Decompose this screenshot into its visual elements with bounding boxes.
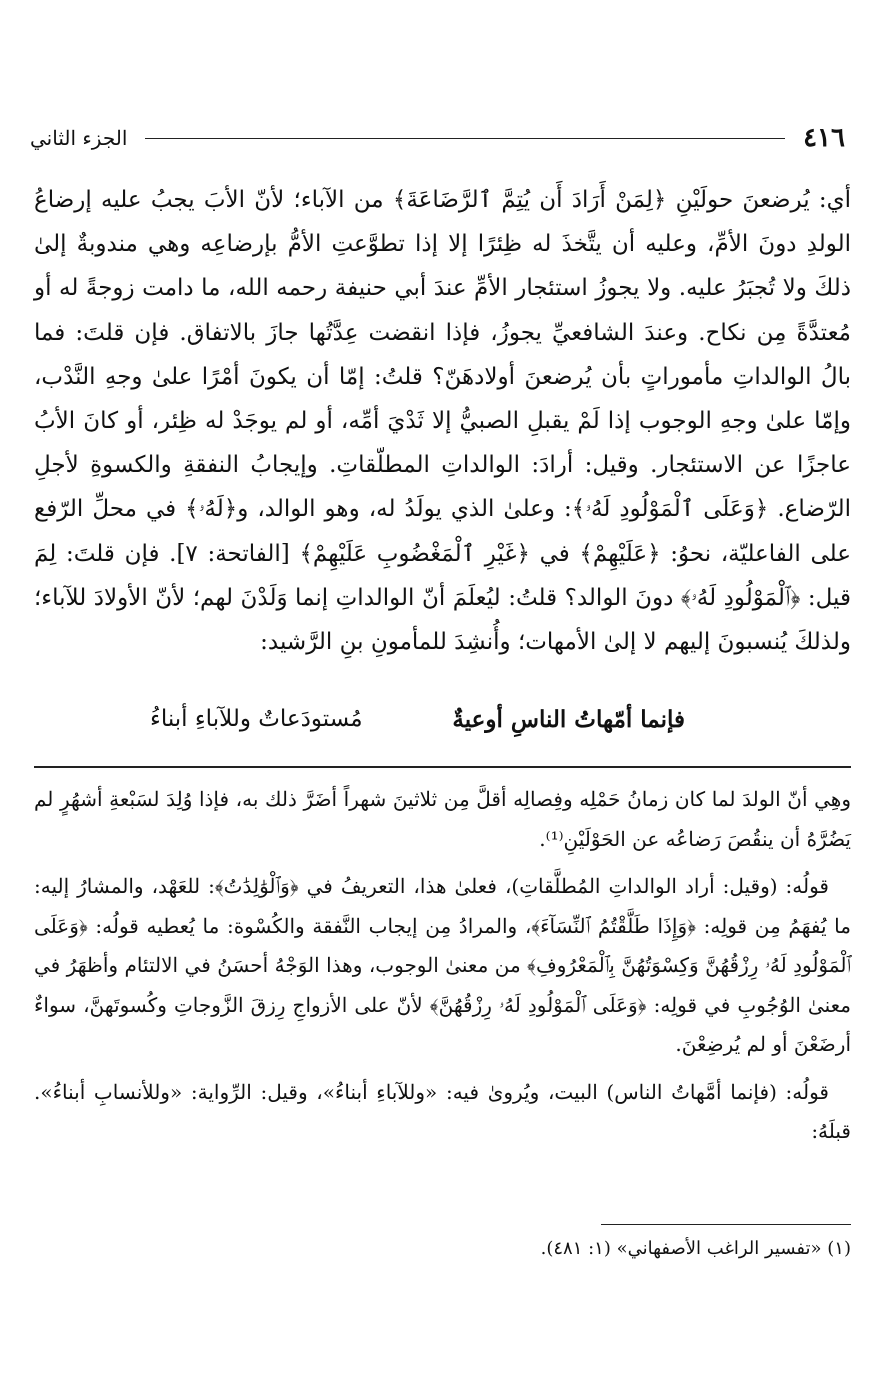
main-paragraph: أي: يُرضعنَ حولَيْنِ ﴿لِمَنْ أَرَادَ أَن يُتِمَّ ٱلرَّضَاعَةَ﴾ من الآباء؛ لأنّ الأبَ يجبُ عليه إرضاعُ الولدِ دونَ الأمِّ، وعليه أن يتَّخذَ له ظِئرًا إلا إذا تطوَّعتِ الأمُّ بإرضاعِه وهي مندوبةٌ إلىٰ ذلكَ ولا تُجبَرُ عليه. ولا يجوزُ استئجار الأمِّ عندَ أبي حنيفة رحمه الله، ما دامت زوجةً له أو مُعتدَّةً مِن نكاح. وعندَ الشافعيِّ يجوزُ، فإذا انقضت عِدَّتُها جازَ بالاتفاق. فإن قلتَ: فما بالُ الوالداتِ مأموراتٍ بأن يُرضعنَ أولادهَنّ؟ قلتُ: إمّا أن يكونَ أمْرًا علىٰ وجهِ النَّدْب، وإمّا علىٰ وجهِ الوجوب إذا لَمْ يقبلِ الصبيُّ إلا ثَدْيَ أمِّه، أو لم يوجَدْ له ظِئر، أو كانَ الأبُ عاجزًا عن الاستئجار. وقيل: أرادَ: الوالداتِ المطلّقاتِ. وإيجابُ النفقةِ والكسوةِ لأجلِ الرّضاع. ﴿وَعَلَى ٱلْمَوْلُودِ لَهُۥ﴾: وعلىٰ الذي يولَدُ له، وهو الوالد، و﴿لَهُۥ﴾ في محلِّ الرّفع على الفاعليّة، نحوُ: ﴿عَلَيْهِمْ﴾ في ﴿غَيْرِ ٱلْمَغْضُوبِ عَلَيْهِمْ﴾ [الفاتحة: ٧]. فإن قلتَ: لِمَ قيل: ﴿ٱلْمَوْلُودِ لَهُۥ﴾ دونَ الوالد؟ قلتُ: ليُعلَمَ أنّ الوالداتِ إنما وَلَدْنَ لهم؛ لأنّ الأولادَ للآباء؛ ولذلكَ يُنسبونَ إليهم لا إلىٰ الأمهات؛ وأُنشِدَ للمأمونِ بنِ الرَّشيد:	[34, 187, 851, 656]
commentary-paragraph-1: وهِي أنّ الولدَ لما كان زمانُ حَمْلِه وفِصالِه أقلَّ مِن ثلاثينَ شهراً أضَرَّ ذلك به، فإذا وُلِدَ لسَبْعةِ أشهُرٍ لم يَضُرَّهُ أن ينقُصَ رَضاعُه عن الحَوْلَيْنِ⁽¹⁾.	[34, 787, 851, 851]
footnote-rule	[601, 1224, 851, 1225]
main-text	[34, 178, 851, 664]
commentary-paragraph-3: قولُه: (فإنما أمَّهاتُ الناس) البيت، ويُروىٰ فيه: «وللآباءِ أبناءُ»، وقيل: الرِّواية: «وللأنسابِ أبناءُ». قبلَهُ:	[34, 1079, 851, 1143]
header-rule	[145, 138, 785, 139]
commentary-paragraph-2: قولُه: (وقيل: أراد الوالداتِ المُطلَّقاتِ)، فعلىٰ هذا، التعريفُ في ﴿وَٱلْوَٰلِدَٰتُ﴾: للعَهْد، والمشارُ إليه: ما يُفهَمُ مِن قولِه: ﴿وَإِذَا طَلَّقْتُمُ ٱلنِّسَآءَ﴾، والمرادُ مِن إيجاب النَّفقة والكُسْوة: ما يُعطيه قولُه: ﴿وَعَلَى ٱلْمَوْلُودِ لَهُۥ رِزْقُهُنَّ وَكِسْوَتُهُنَّ بِٱلْمَعْرُوفِ﴾ من معنىٰ الوجوب، وهذا الوَجْهُ أحسَنُ في الالتئام وأظهَرُ في معنىٰ الوُجُوبِ في قولِه: ﴿وَعَلَى ٱلْمَوْلُودِ لَهُۥ رِزْقُهُنَّ﴾ لأنّ على الأزواجِ رِزقَ الزَّوجاتِ وكُسوتَهنَّ، سواءٌ أرضَعْنَ أو لم يُرضِعْنَ.	[34, 874, 851, 1056]
commentary-separator	[34, 766, 851, 768]
verse-hemistich-second: مُستودَعاتٌ وللآباءِ أبناءُ	[150, 706, 363, 732]
page-number: ٤١٦	[803, 123, 845, 153]
part-title: الجزء الثاني	[30, 126, 128, 150]
commentary-section	[34, 780, 851, 1160]
footnote: (١) «تفسير الراغب الأصفهاني» (١: ٤٨١).	[540, 1238, 851, 1259]
verse-hemistich-first: فإنما أمّهاتُ الناسِ أوعيةٌ	[452, 706, 685, 733]
poetry-verse	[150, 706, 685, 733]
page-header	[30, 118, 845, 158]
